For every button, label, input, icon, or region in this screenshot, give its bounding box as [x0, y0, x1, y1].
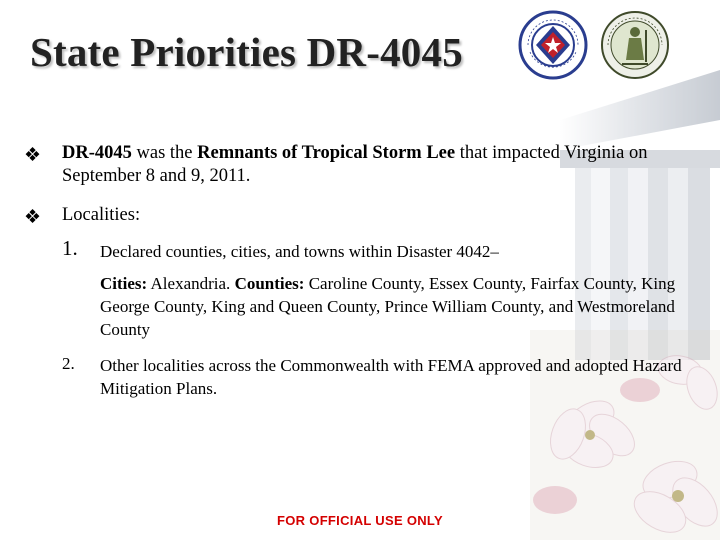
storm-name-strong: Remnants of Tropical Storm Lee	[197, 143, 456, 163]
counties-text: Caroline County, Essex County, Fairfax County, King George County, King and Queen County, Prince William County, and Westmoreland County	[100, 274, 676, 339]
bullet-text-segment: that impacted Virginia on September 8 and 9, 2011.	[62, 143, 648, 186]
cities-label: Cities:	[100, 274, 148, 293]
vdem-seal-logo	[518, 10, 588, 80]
dr-number-strong: DR-4045	[62, 143, 132, 163]
diamond-bullet-icon: ❖	[24, 207, 42, 228]
bullet-dr4045-text	[62, 142, 672, 188]
declared-localities-text: Declared counties, cities, and towns within Disaster 4042–	[100, 242, 499, 261]
list-item-number: 1.	[62, 236, 78, 260]
cities-text: Alexandria.	[147, 274, 235, 293]
official-use-footer: FOR OFFICIAL USE ONLY	[277, 513, 443, 528]
localities-label: Localities:	[62, 205, 141, 225]
counties-label: Counties:	[234, 274, 305, 293]
other-localities-text: Other localities across the Commonwealth with FEMA approved and adopted Hazard Mitigation Plans.	[100, 356, 682, 398]
diamond-bullet-icon: ❖	[24, 145, 42, 166]
slide-title: State Priorities DR-4045	[30, 29, 463, 75]
declared-localities-detail	[100, 272, 690, 341]
bullet-text-segment: was the	[131, 143, 198, 163]
virginia-state-seal-logo	[600, 10, 670, 80]
list-item-number: 2.	[62, 354, 75, 373]
